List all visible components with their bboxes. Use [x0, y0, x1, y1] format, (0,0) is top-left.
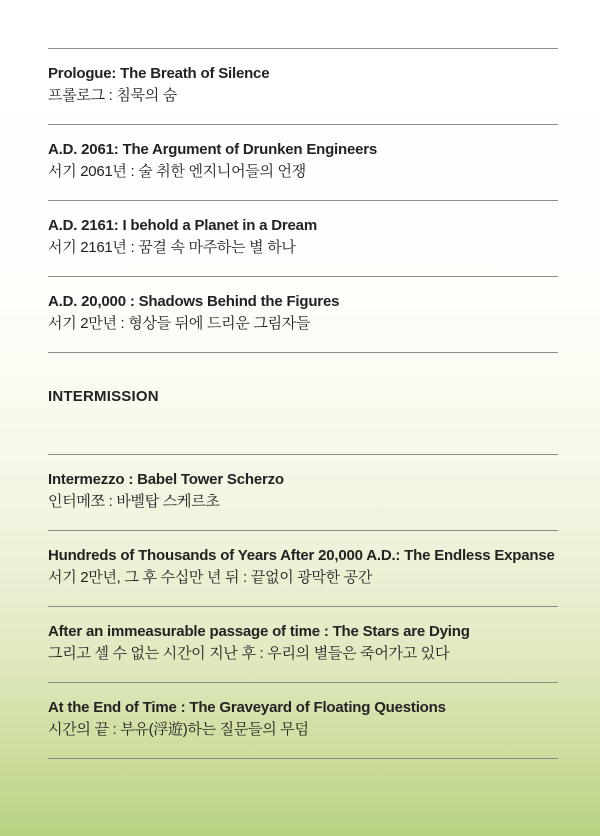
bottom-divider — [48, 758, 558, 759]
entry-title-en: After an immeasurable passage of time : The Stars are Dying — [48, 623, 470, 640]
entry-title-ko: 그리고 셀 수 없는 시간이 지난 후 : 우리의 별들은 죽어가고 있다 — [48, 645, 450, 662]
entry-title-en: A.D. 2061: The Argument of Drunken Engineers — [48, 141, 378, 158]
program-entry-ad2061 — [48, 124, 558, 200]
entry-title-en: Hundreds of Thousands of Years After 20,000 A.D.: The Endless Expanse — [48, 547, 555, 564]
entry-title-ko: 서기 2061년 : 술 취한 엔지니어들의 언쟁 — [48, 163, 306, 180]
entry-title-en: At the End of Time : The Graveyard of Floating Questions — [48, 699, 446, 716]
intermission-label: INTERMISSION — [48, 352, 558, 454]
program-entry-ad20000 — [48, 276, 558, 352]
program-entry-endless-expanse — [48, 530, 558, 606]
entry-title-en: A.D. 2161: I behold a Planet in a Dream — [48, 217, 317, 234]
entry-title-ko: 서기 2만년 : 형상들 뒤에 드리운 그림자들 — [48, 315, 311, 332]
entry-title-en: Prologue: The Breath of Silence — [48, 65, 270, 82]
entry-title-en: Intermezzo : Babel Tower Scherzo — [48, 471, 284, 488]
entry-title-ko: 프롤로그 : 침묵의 숨 — [48, 87, 177, 104]
entry-title-ko: 서기 2161년 : 꿈결 속 마주하는 별 하나 — [48, 239, 296, 256]
entry-title-ko: 서기 2만년, 그 후 수십만 년 뒤 : 끝없이 광막한 공간 — [48, 569, 373, 586]
program-entry-end-of-time — [48, 682, 558, 758]
entry-title-en: A.D. 20,000 : Shadows Behind the Figures — [48, 293, 340, 310]
entry-title-ko: 시간의 끝 : 부유(浮遊)하는 질문들의 무덤 — [48, 721, 309, 738]
program-entry-ad2161 — [48, 200, 558, 276]
entry-title-ko: 인터메쪼 : 바벨탑 스케르초 — [48, 493, 220, 510]
program-entry-stars-dying — [48, 606, 558, 682]
program-entry-prologue — [48, 48, 558, 124]
program-entry-intermezzo — [48, 454, 558, 530]
